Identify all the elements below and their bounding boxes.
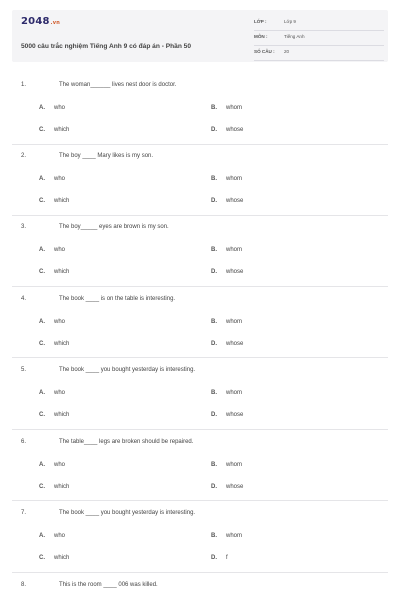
meta-value: Lớp 9	[284, 19, 296, 24]
option-d[interactable]: D. whose	[211, 269, 244, 275]
option-c[interactable]: C. which	[39, 341, 70, 347]
option-c[interactable]: C. which	[39, 412, 70, 418]
question-text: The boy_____ eyes are brown is my son.	[59, 224, 169, 230]
meta-value: 20	[284, 49, 290, 54]
question-number: 6.	[21, 439, 27, 445]
question-number: 1.	[21, 82, 27, 88]
question-text: The table____ legs are broken should be repaired.	[59, 439, 194, 445]
divider	[12, 572, 388, 573]
question-number: 8.	[21, 582, 27, 588]
option-b[interactable]: B. whom	[211, 533, 243, 539]
question-3	[0, 224, 400, 294]
option-c[interactable]: C. which	[39, 198, 70, 204]
worksheet-header	[12, 10, 388, 62]
question-number: 7.	[21, 510, 27, 516]
divider	[12, 357, 388, 358]
option-a[interactable]: A. who	[39, 319, 66, 325]
option-a[interactable]: A. who	[39, 105, 66, 111]
divider	[12, 286, 388, 287]
meta-label: LỚP :	[254, 19, 267, 24]
option-a[interactable]: A. who	[39, 533, 66, 539]
question-number: 4.	[21, 296, 27, 302]
option-c[interactable]: C. which	[39, 269, 70, 275]
meta-value: Tiếng Anh	[284, 34, 305, 39]
option-d[interactable]: D. whose	[211, 198, 244, 204]
document-title: 5000 câu trắc nghiệm Tiếng Anh 9 có đáp án - Phần 50	[21, 43, 192, 50]
question-text: The book ____ is on the table is interesting.	[59, 296, 176, 302]
question-6	[0, 439, 400, 509]
option-c[interactable]: C. which	[39, 555, 70, 561]
option-a[interactable]: A. who	[39, 176, 66, 182]
option-b[interactable]: B. whom	[211, 176, 243, 182]
meta-row-grade	[254, 16, 384, 31]
site-logo[interactable]: 2048.vn	[21, 16, 60, 27]
option-b[interactable]: B. whom	[211, 390, 243, 396]
question-2	[0, 153, 400, 223]
meta-row-count	[254, 46, 384, 61]
question-1	[0, 82, 400, 152]
option-b[interactable]: B. whom	[211, 247, 243, 253]
option-b[interactable]: B. whom	[211, 319, 243, 325]
question-number: 2.	[21, 153, 27, 159]
question-text: This is the room ____ 006 was killed.	[59, 582, 158, 588]
option-d[interactable]: D. whose	[211, 127, 244, 133]
worksheet-meta	[254, 16, 384, 61]
option-d[interactable]: D. whose	[211, 484, 244, 490]
question-text: The woman______ lives nest door is doctor.	[59, 82, 177, 88]
option-c[interactable]: C. which	[39, 127, 70, 133]
question-4	[0, 296, 400, 366]
question-text: The book ____ you bought yesterday is interesting.	[59, 367, 196, 373]
option-a[interactable]: A. who	[39, 390, 66, 396]
option-b[interactable]: B. whom	[211, 105, 243, 111]
question-text: The book ____ you bought yesterday is interesting.	[59, 510, 196, 516]
question-text: The boy ____ Mary likes is my son.	[59, 153, 154, 159]
divider	[12, 429, 388, 430]
question-7	[0, 510, 400, 580]
question-number: 3.	[21, 224, 27, 230]
divider	[12, 144, 388, 145]
option-d[interactable]: D. whose	[211, 412, 244, 418]
option-a[interactable]: A. who	[39, 462, 66, 468]
divider	[12, 500, 388, 501]
meta-row-subject	[254, 31, 384, 46]
question-5	[0, 367, 400, 437]
question-number: 5.	[21, 367, 27, 373]
option-c[interactable]: C. which	[39, 484, 70, 490]
meta-label: MÔN :	[254, 34, 268, 39]
question-8	[0, 582, 400, 600]
divider	[12, 215, 388, 216]
option-d[interactable]: D. f	[211, 555, 228, 561]
meta-label: SỐ CÂU :	[254, 49, 275, 54]
option-a[interactable]: A. who	[39, 247, 66, 253]
option-d[interactable]: D. whose	[211, 341, 244, 347]
option-b[interactable]: B. whom	[211, 462, 243, 468]
